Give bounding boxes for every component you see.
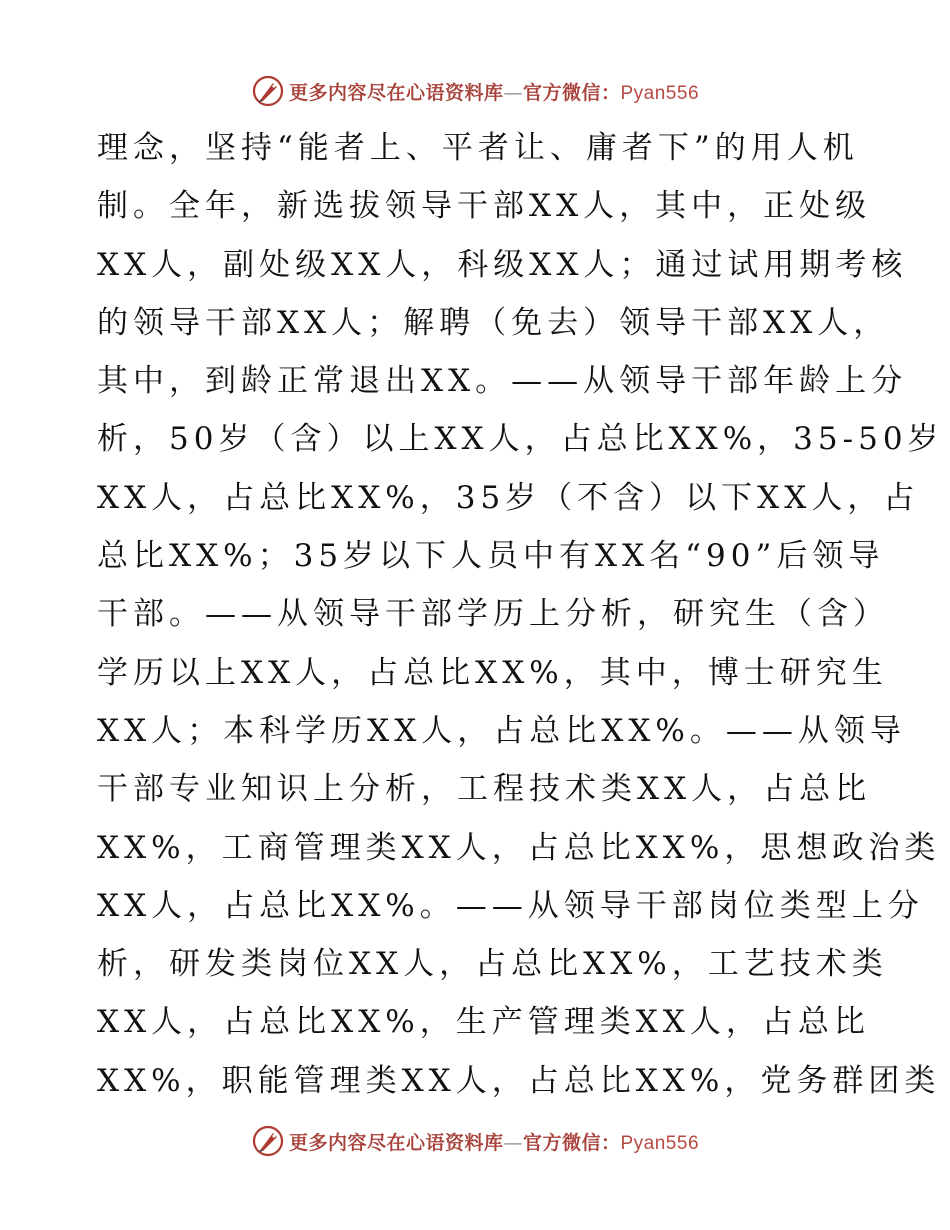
header-banner-text <box>289 78 699 105</box>
header-site-name: 更多内容尽在心语资料库 <box>288 81 504 104</box>
body-line: XX人，占总比XX%，生产管理类XX人，占总比 <box>97 1004 870 1041</box>
body-line: XX人，占总比XX%，35岁（不含）以下XX人，占 <box>97 479 920 516</box>
footer-dash: — <box>503 1131 523 1154</box>
body-line: XX%，职能管理类XX人，占总比XX%，党务群团类 <box>97 1062 941 1099</box>
body-line: 的领导干部XX人；解聘（免去）领导干部XX人， <box>97 304 890 341</box>
body-line: 干部。——从领导干部学历上分析，研究生（含） <box>97 596 889 633</box>
body-line: 干部专业知识上分析，工程技术类XX人，占总比 <box>97 771 872 808</box>
body-line: 析，研发类岗位XX人，占总比XX%，工艺技术类 <box>97 946 888 983</box>
footer-wechat-id: Pyan556 <box>620 1132 700 1154</box>
footer-banner-text <box>289 1128 699 1155</box>
body-line: XX人，占总比XX%。——从领导干部岗位类型上分 <box>97 887 924 924</box>
body-line: 学历以上XX人，占总比XX%，其中，博士研究生 <box>97 654 888 691</box>
body-line: XX人；本科学历XX人，占总比XX%。——从领导 <box>97 712 906 749</box>
body-line: XX%，工商管理类XX人，占总比XX%，思想政治类 <box>97 829 941 866</box>
body-line: 理念，坚持“能者上、平者让、庸者下”的用人机 <box>97 130 859 166</box>
body-line: 制。全年，新选拔领导干部XX人，其中，正处级 <box>97 188 872 225</box>
footer-wechat-label: 官方微信： <box>522 1131 621 1154</box>
header-wechat-id: Pyan556 <box>620 82 700 104</box>
body-line: 其中，到龄正常退出XX。——从领导干部年龄上分 <box>97 363 908 400</box>
header-banner <box>0 71 950 111</box>
header-wechat-label: 官方微信： <box>522 81 621 104</box>
header-dash: — <box>503 81 523 104</box>
footer-site-name: 更多内容尽在心语资料库 <box>288 1131 504 1154</box>
body-line: XX人，副处级XX人，科级XX人；通过试用期考核 <box>97 246 908 283</box>
footer-banner <box>0 1121 950 1161</box>
body-line: 总比XX%；35岁以下人员中有XX名“90”后领导 <box>97 538 885 575</box>
document-body <box>97 119 944 1110</box>
pen-nib-logo-icon <box>251 74 285 108</box>
pen-nib-logo-icon <box>251 1124 285 1158</box>
body-line: 析，50岁（含）以上XX人，占总比XX%，35-50岁 <box>97 421 944 458</box>
